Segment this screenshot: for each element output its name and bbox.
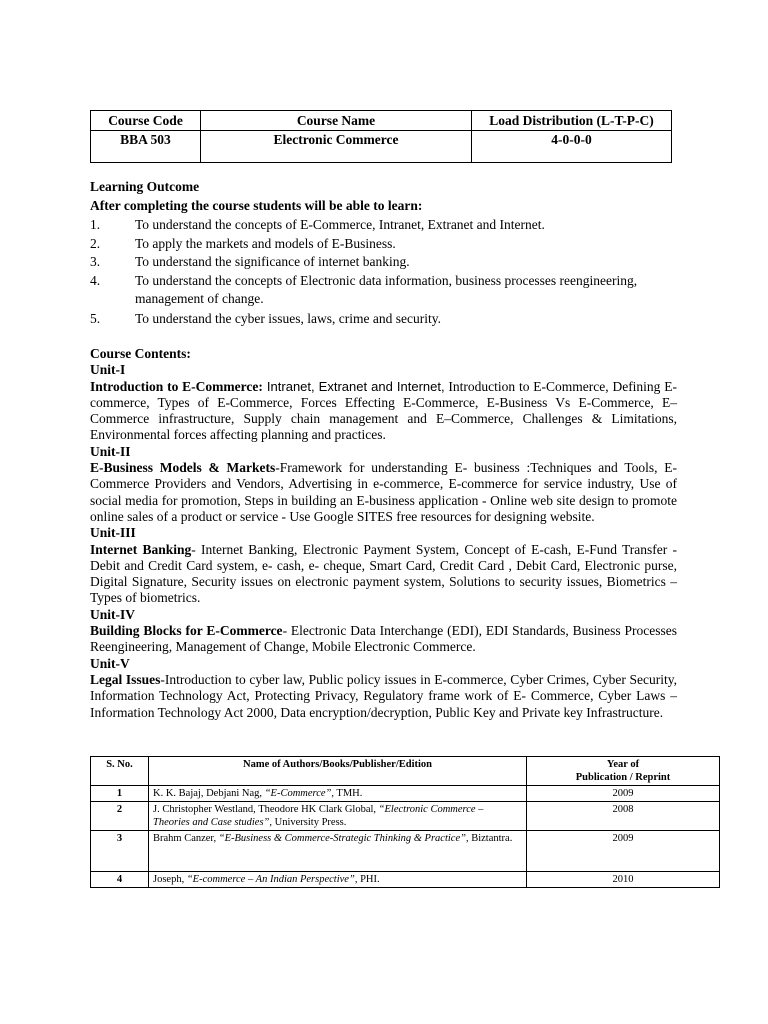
table-row: 3 Brahm Canzer, “E-Business & Commerce-Strategic Thinking & Practice”, Biztantra. 2009: [91, 831, 720, 872]
table-row: 4 Joseph, “E-commerce – An Indian Perspective”, PHI. 2010: [91, 872, 720, 888]
course-contents: [90, 346, 677, 721]
list-item: 5. To understand the cyber issues, laws, crime and security.: [90, 310, 441, 326]
course-info-table: [90, 110, 672, 163]
list-item: 4. To understand the concepts of Electronic data information, business processes reengineering, management of change.: [90, 272, 638, 306]
load-distribution-header: Load Distribution (L-T-P-C): [472, 111, 672, 131]
reference-books-table: [90, 756, 720, 888]
course-contents-heading: Course Contents:: [90, 346, 191, 361]
learning-outcome-heading: Learning Outcome: [90, 179, 200, 194]
year-header: Year of Publication / Reprint: [527, 757, 720, 786]
unit-label: Unit-IV: [90, 606, 136, 622]
load-distribution-value: 4-0-0-0: [472, 131, 672, 163]
table-row: 2 J. Christopher Westland, Theodore HK Clark Global, “Electronic Commerce – Theories and Case studies”, University Press. 2008: [91, 802, 720, 831]
course-code-value: BBA 503: [91, 131, 201, 163]
course-table-header-row: [91, 111, 672, 131]
unit-label: Unit-II: [90, 443, 131, 459]
learning-outcome-subheading: After completing the course students will be able to learn:: [90, 198, 423, 213]
list-item: 3. To understand the significance of internet banking.: [90, 254, 410, 269]
list-item: 1. To understand the concepts of E-Commerce, Intranet, Extranet and Internet.: [90, 217, 545, 232]
sno-header: S. No.: [91, 757, 149, 786]
table-row: 1 K. K. Bajaj, Debjani Nag, “E-Commerce”, TMH. 2009: [91, 786, 720, 802]
unit-description: E-Business Models & Markets-Framework for understanding E- business :Techniques and Tools, E-Commerce Providers and Vendors, Advertising in e-commerce, E-commerce for service industry, Use of social media for promotion, Steps in building an E-business application - Online web site design to promote online sales of a product or service - Use Google SITES free resources for designing website.: [90, 460, 677, 524]
learning-outcome-list: [90, 216, 680, 328]
unit-label: Unit-III: [90, 525, 136, 541]
course-name-value: Electronic Commerce: [201, 131, 472, 163]
unit-label: Unit-V: [90, 655, 130, 671]
unit-description: Building Blocks for E-Commerce- Electronic Data Interchange (EDI), EDI Standards, Business Processes Reengineering, Management of Change, Mobile Electronic Commerce.: [90, 623, 678, 655]
unit-description: Legal Issues-Introduction to cyber law, Public policy issues in E-commerce, Cyber Crimes, Cyber Security, Information Technology Act, Protecting Privacy, Regulatory frame work of E- Commerce, Cyber Laws – Information Technology Act 2000, Data encryption/decryption, Public Key and Private key Infrastructure.: [90, 671, 677, 720]
course-name-header: Course Name: [201, 111, 472, 131]
course-code-header: Course Code: [91, 111, 201, 131]
name-header: Name of Authors/Books/Publisher/Edition: [149, 757, 527, 786]
unit-label: Unit-I: [90, 362, 126, 378]
unit-description: Internet Banking- Internet Banking, Electronic Payment System, Concept of E-cash, E-Fund Transfer - Debit and Credit Card system, e- cash, e- cheque, Smart Card, Credit Card , Debit Card, Electronic purse, Digital Signature, Security issues on electronic payment system, Solutions to security issues, Biometrics – Types of biometrics.: [90, 541, 677, 606]
course-table-row: [91, 131, 672, 163]
books-table-header-row: [91, 757, 720, 786]
unit-description: Introduction to E-Commerce: Intranet, Extranet and Internet, Introduction to E-Commerce, Defining E-commerce, Types of E-Commerce, Forces Effecting E-Commerce, E-Business Vs E-Commerce, E–Commerce infrastructure, Supply chain management and E–Commerce, Challenges & Limitations, Environmental forces affecting planning and practices.: [90, 378, 677, 443]
list-item: 2. To apply the markets and models of E-Business.: [90, 235, 396, 251]
